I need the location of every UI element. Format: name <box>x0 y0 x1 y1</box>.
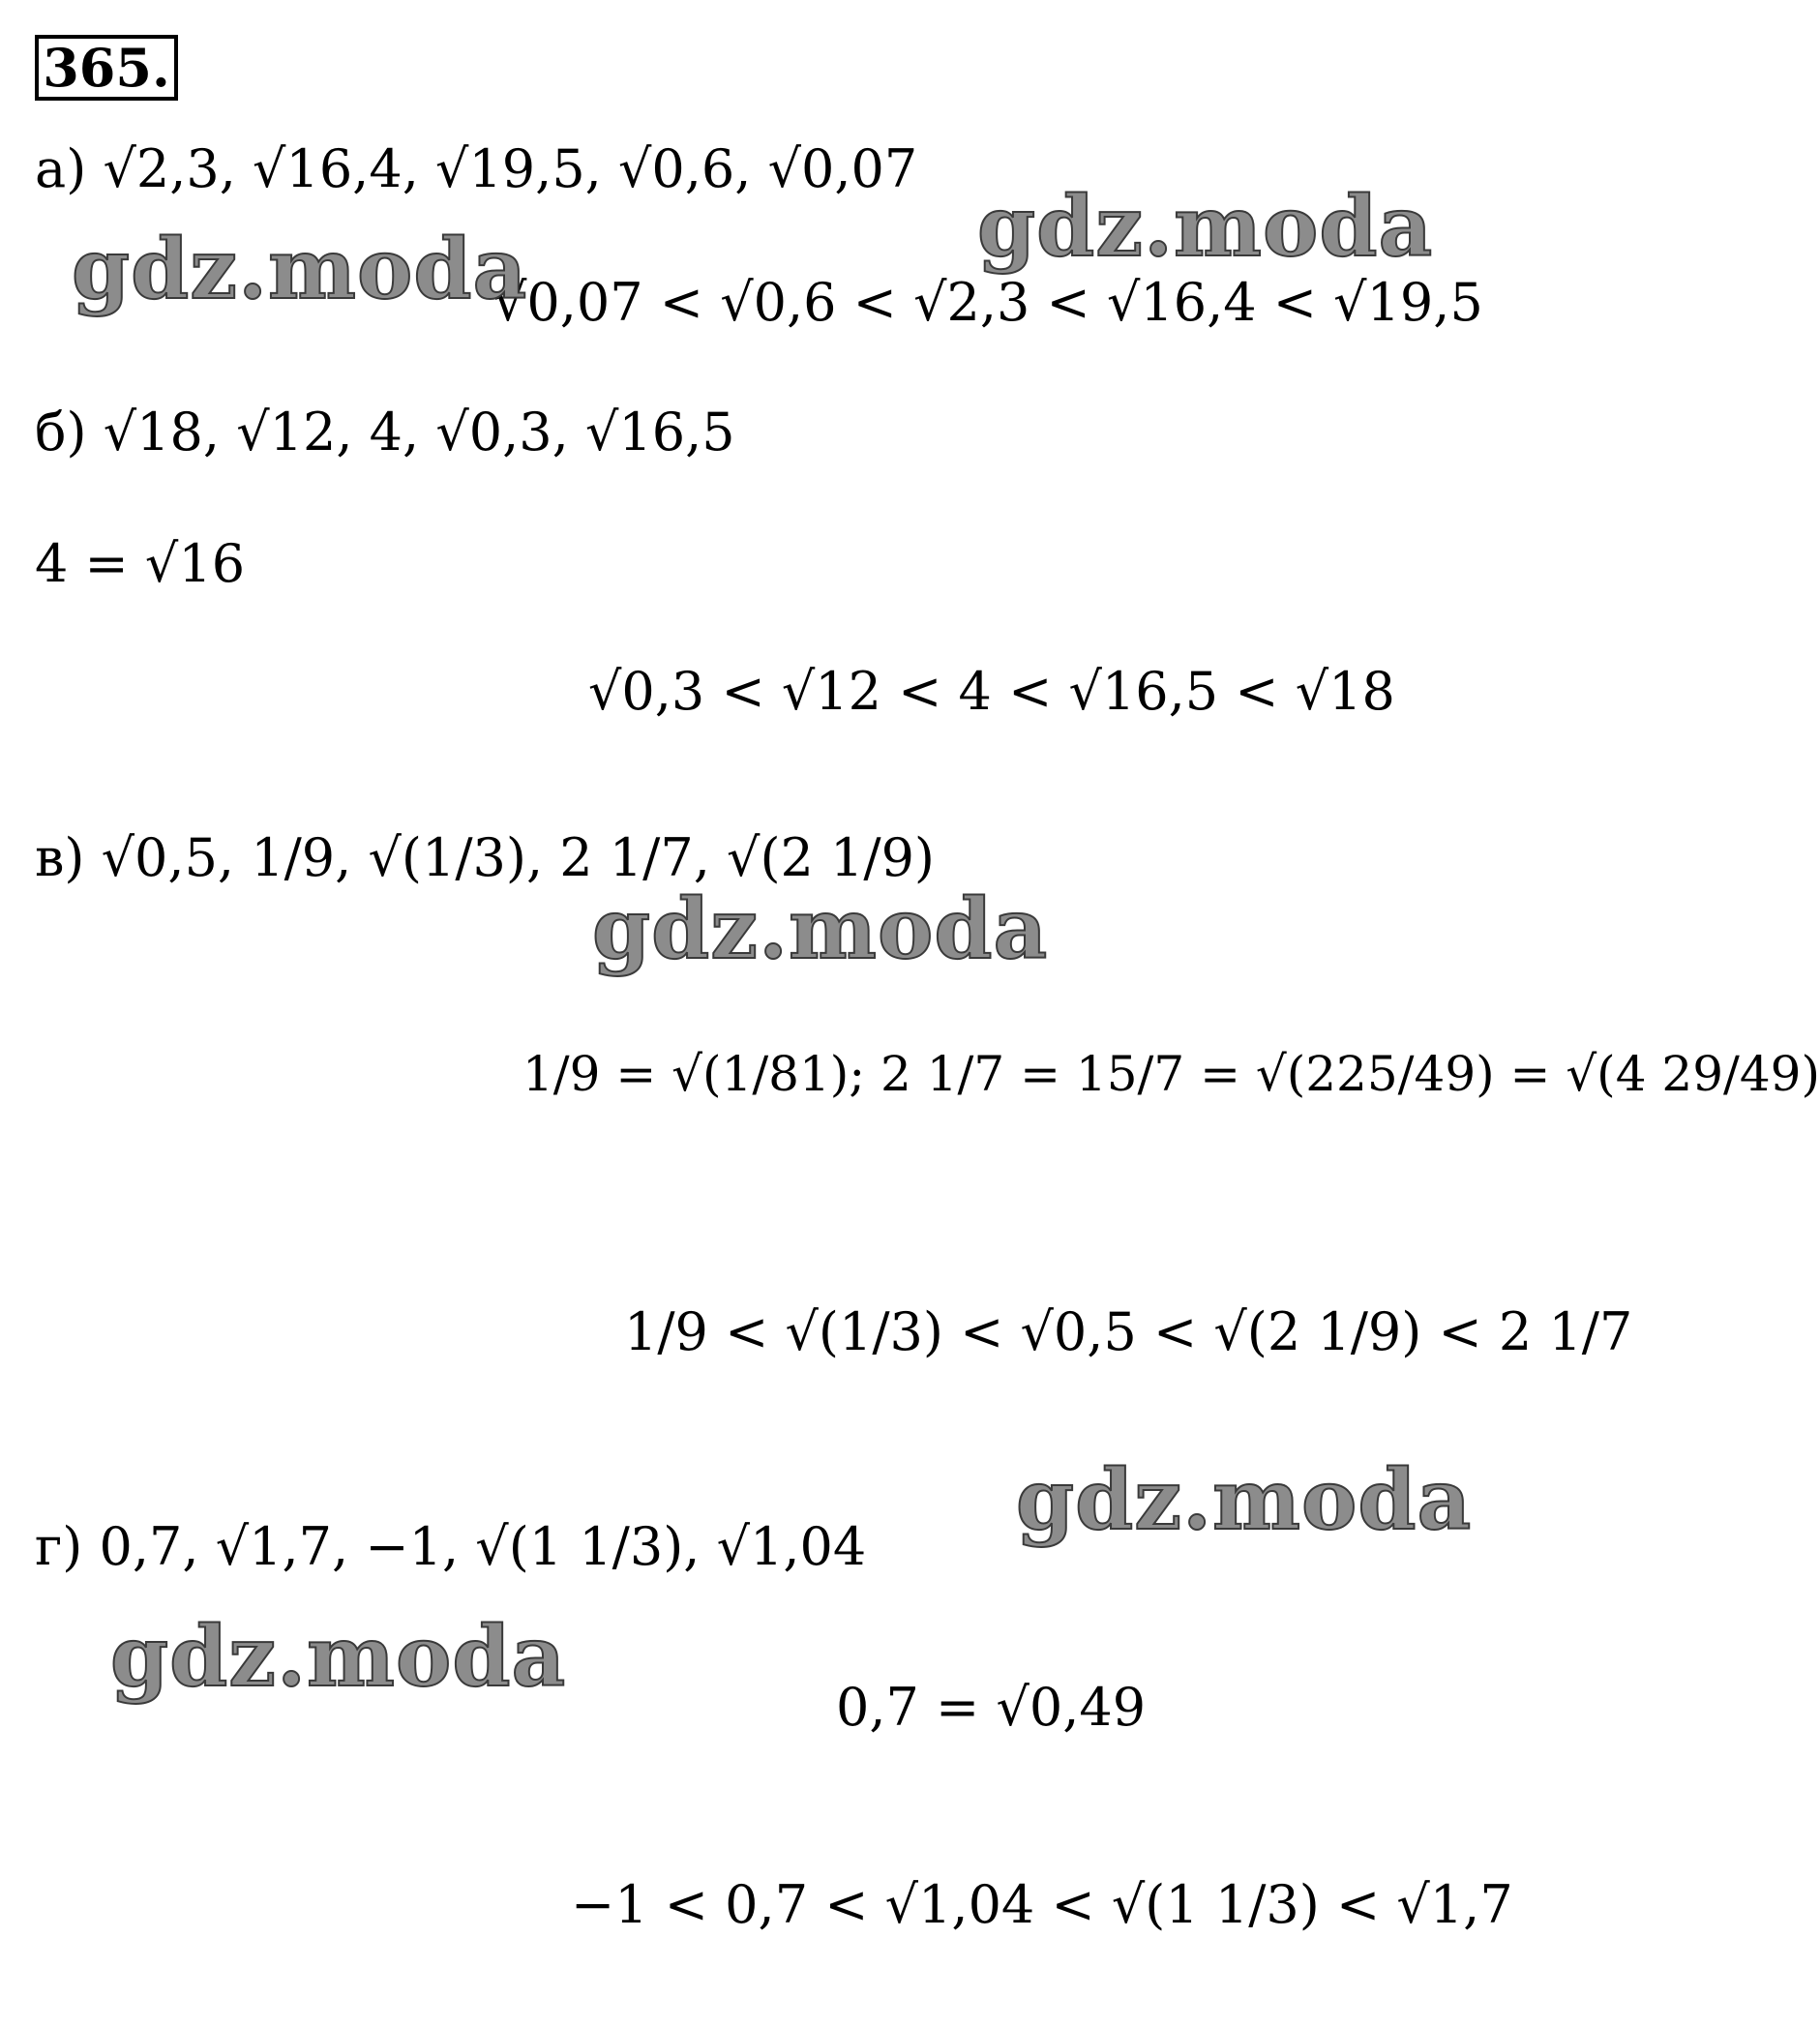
part-label: б) <box>35 402 87 462</box>
watermark: gdz.moda <box>110 1608 567 1706</box>
part-v-answer: 1/9 < √(1/3) < √0,5 < √(2 1/9) < 2 1/7 <box>624 1301 1633 1362</box>
part-b-answer: √0,3 < √12 < 4 < √16,5 < √18 <box>588 661 1395 722</box>
part-v-step: 1/9 = √(1/81); 2 1/7 = 15/7 = √(225/49) = √(4 29/49) <box>522 1046 1820 1102</box>
part-list: √2,3, √16,4, √19,5, √0,6, √0,07 <box>103 138 918 199</box>
part-b-step: 4 = √16 <box>35 533 246 594</box>
part-label: а) <box>35 138 87 199</box>
problem-number: 365. <box>35 35 178 101</box>
part-label: г) <box>35 1516 83 1577</box>
part-list: √0,5, 1/9, √(1/3), 2 1/7, √(2 1/9) <box>101 827 936 888</box>
part-g <box>35 1516 867 1577</box>
part-label: в) <box>35 827 85 888</box>
watermark: gdz.moda <box>72 221 528 318</box>
part-a-answer: √0,07 < √0,6 < √2,3 < √16,4 < √19,5 <box>493 272 1483 333</box>
watermark: gdz.moda <box>977 178 1434 276</box>
part-g-step: 0,7 = √0,49 <box>836 1677 1147 1738</box>
part-a <box>35 138 918 199</box>
watermark: gdz.moda <box>592 880 1049 978</box>
part-b <box>35 402 735 462</box>
part-list: √18, √12, 4, √0,3, √16,5 <box>103 402 735 462</box>
part-v <box>35 827 936 888</box>
watermark: gdz.moda <box>1016 1451 1473 1549</box>
part-g-answer: −1 < 0,7 < √1,04 < √(1 1/3) < √1,7 <box>571 1874 1513 1935</box>
part-list: 0,7, √1,7, −1, √(1 1/3), √1,04 <box>99 1516 867 1577</box>
